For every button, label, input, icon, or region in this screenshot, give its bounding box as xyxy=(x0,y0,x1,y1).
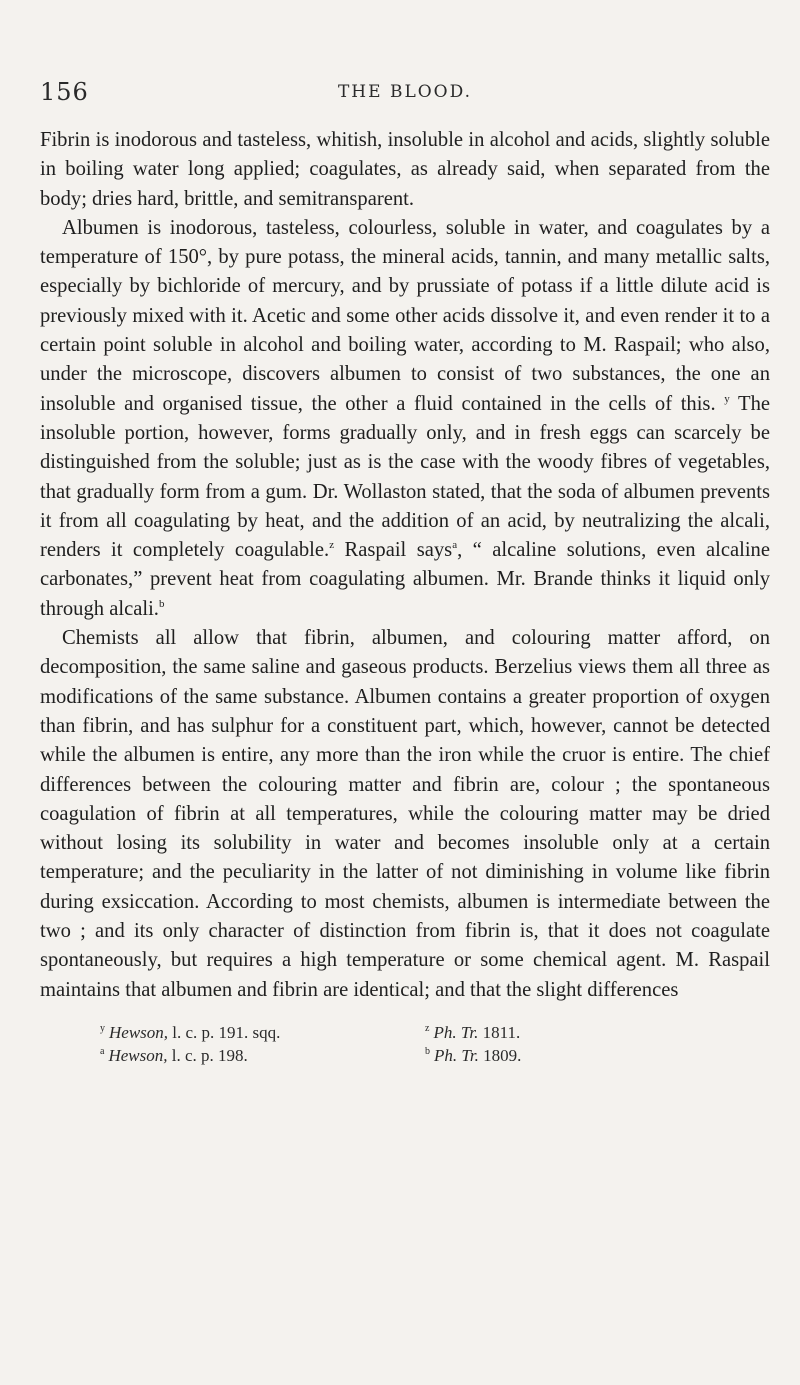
running-title: THE BLOOD. xyxy=(337,82,473,102)
paragraph-chemists: Chemists all allow that fibrin, albumen, and colouring matter afford, on decomposition, the same saline and gaseous products. Berzelius views them all three as modifications of the same substance. Albumen contains a greater proportion of oxygen than fibrin, and has sulphur for a constituent part, which, however, cannot be detected while the albumen is entire, any more than the iron while the cruor is entire. The chief differences between the colouring matter and fibrin are, colour ; the spontaneous coagulation of fibrin at all temperatures, while the colouring matter may be dried without losing its solubility in water and becomes insoluble only at a certain temperature; and the peculiarity in the latter of not diminishing in volume like fibrin during exsiccation. According to most chemists, albumen is intermediate between the two ; and its only character of distinction from fibrin is, that it does not coagulate spontaneously, but requires a high temperature or some chemical agent. M. Raspail maintains that albumen and fibrin are identical; and that the slight differences xyxy=(40,627,770,1001)
page-header xyxy=(40,78,770,104)
paragraph-fibrin: Fibrin is inodorous and tasteless, whitish, insoluble in alcohol and acids, slightly soluble in boiling water long applied; coagulates, as already said, when separated from the body; dries hard, brittle, and semitransparent. xyxy=(40,129,770,210)
book-page xyxy=(40,78,770,1067)
footnote-row xyxy=(100,1021,770,1044)
footnotes xyxy=(40,1021,770,1067)
footnote-b: $^b$ Ph. Tr. 1809. xyxy=(425,1045,522,1065)
paragraph-albumen: Albumen is inodorous, tasteless, colourless, soluble in water, and coagulates by a temperature of 150°, by pure potass, the mineral acids, tannin, and many metallic salts, especially by bichloride of mercury, and by prussiate of potass if a little dilute acid is previously mixed with it. Acetic and some other acids dissolve it, and even render it to a certain point soluble in alcohol and boiling water, according to M. Raspail; who also, under the microscope, discovers albumen to consist of two substances, the one an insoluble and organised tissue, the other a fluid contained in the cells of this. $^y$ The insoluble portion, however, forms gradually only, and in fresh eggs can scarcely be distinguished from the soluble; just as is the case with the woody fibres of vegetables, that gradually form from a gum. Dr. Wollaston stated, that the soda of albumen prevents it from all coagulating by heat, and the addition of an acid, by neutralizing the alcali, renders it completely coagulable.$^z$ Raspail says$^a$, “ alcaline solutions, even alcaline carbonates,” prevent heat from coagulating albumen. Mr. Brande thinks it liquid only through alcali.$^b$ xyxy=(40,216,771,620)
footnote-row xyxy=(100,1044,770,1067)
footnote-z: $^z$ Ph. Tr. 1811. xyxy=(425,1022,521,1042)
body-text xyxy=(40,126,770,1005)
footnote-ref-a[interactable]: a xyxy=(452,539,458,552)
footnote-ref-b[interactable]: b xyxy=(158,597,165,610)
footnote-ref-y[interactable]: y xyxy=(724,392,730,405)
footnote-ref-z[interactable]: z xyxy=(329,539,335,552)
page-number: 156 xyxy=(40,78,89,106)
footnote-a: $^a$ Hewson, l. c. p. 198. xyxy=(100,1045,248,1065)
footnote-y: $^y$ Hewson, l. c. p. 191. sqq. xyxy=(100,1022,281,1042)
